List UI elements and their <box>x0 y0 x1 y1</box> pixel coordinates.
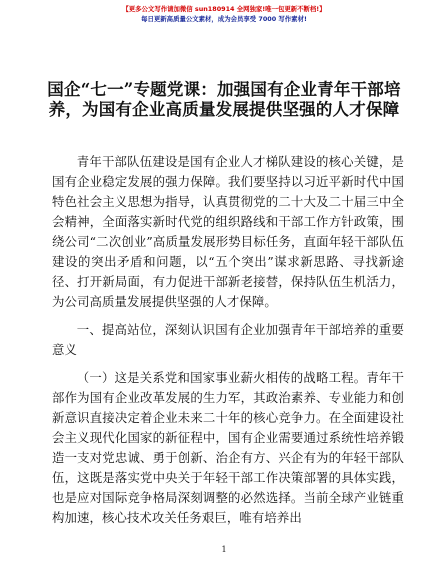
page-number: 1 <box>221 545 227 554</box>
section-heading: 一、提高站位，深刻认识国有企业加强青年干部培养的重要意义 <box>52 322 404 357</box>
banner-line-2: 每日更新高质量公文素材，成为会员享受 7000 写作素材! <box>141 15 307 23</box>
document-body <box>52 152 404 536</box>
header-banner <box>0 4 448 24</box>
intro-paragraph: 青年干部队伍建设是国有企业人才梯队建设的核心关键，是国有企业稳定发展的强力保障。我们要坚持以习近平新时代中国特色社会主义思想为指导，认真贯彻党的二十大及二十届三中全会精神，全面落实新时代党的组织路线和干部工作方针政策，围绕公司“二次创业”高质量发展形势目标任务，直面年轻干部队伍建设的突出矛盾和问题，以“五个突出”谋求新思路、寻找新途径、打开新局面，有力促进干部新老接替，保持队伍生机活力，为公司高质量发展提供坚强的人才保障。 <box>52 154 404 309</box>
body-paragraph: （一）这是关系党和国家事业薪火相传的战略工程。青年干部作为国有企业改革发展的生力军，其政治素养、专业能力和创新意识直接决定着企业未来二十年的核心竞争力。在全面建设社会主义现代化国家的新征程中，国有企业需要通过系统性培养锻造一支对党忠诚、勇于创新、治企有方、兴企有为的年轻干部队伍，这既是落实党中央关于年轻干部工作决策部署的具体实践，也是应对国际竞争格局深刻调整的必然选择。当前全球产业链重构加速，核心技术攻关任务艰巨，唯有培养出 <box>52 370 404 525</box>
document-title: 国企“七一”专题党课：加强国有企业青年干部培养，为国有企业高质量发展提供坚强的人才保障 <box>47 80 401 119</box>
banner-line-1: 【更多公文写作请加微信 sun180914 全网独家!唯一包更新不断档!】 <box>122 5 326 13</box>
